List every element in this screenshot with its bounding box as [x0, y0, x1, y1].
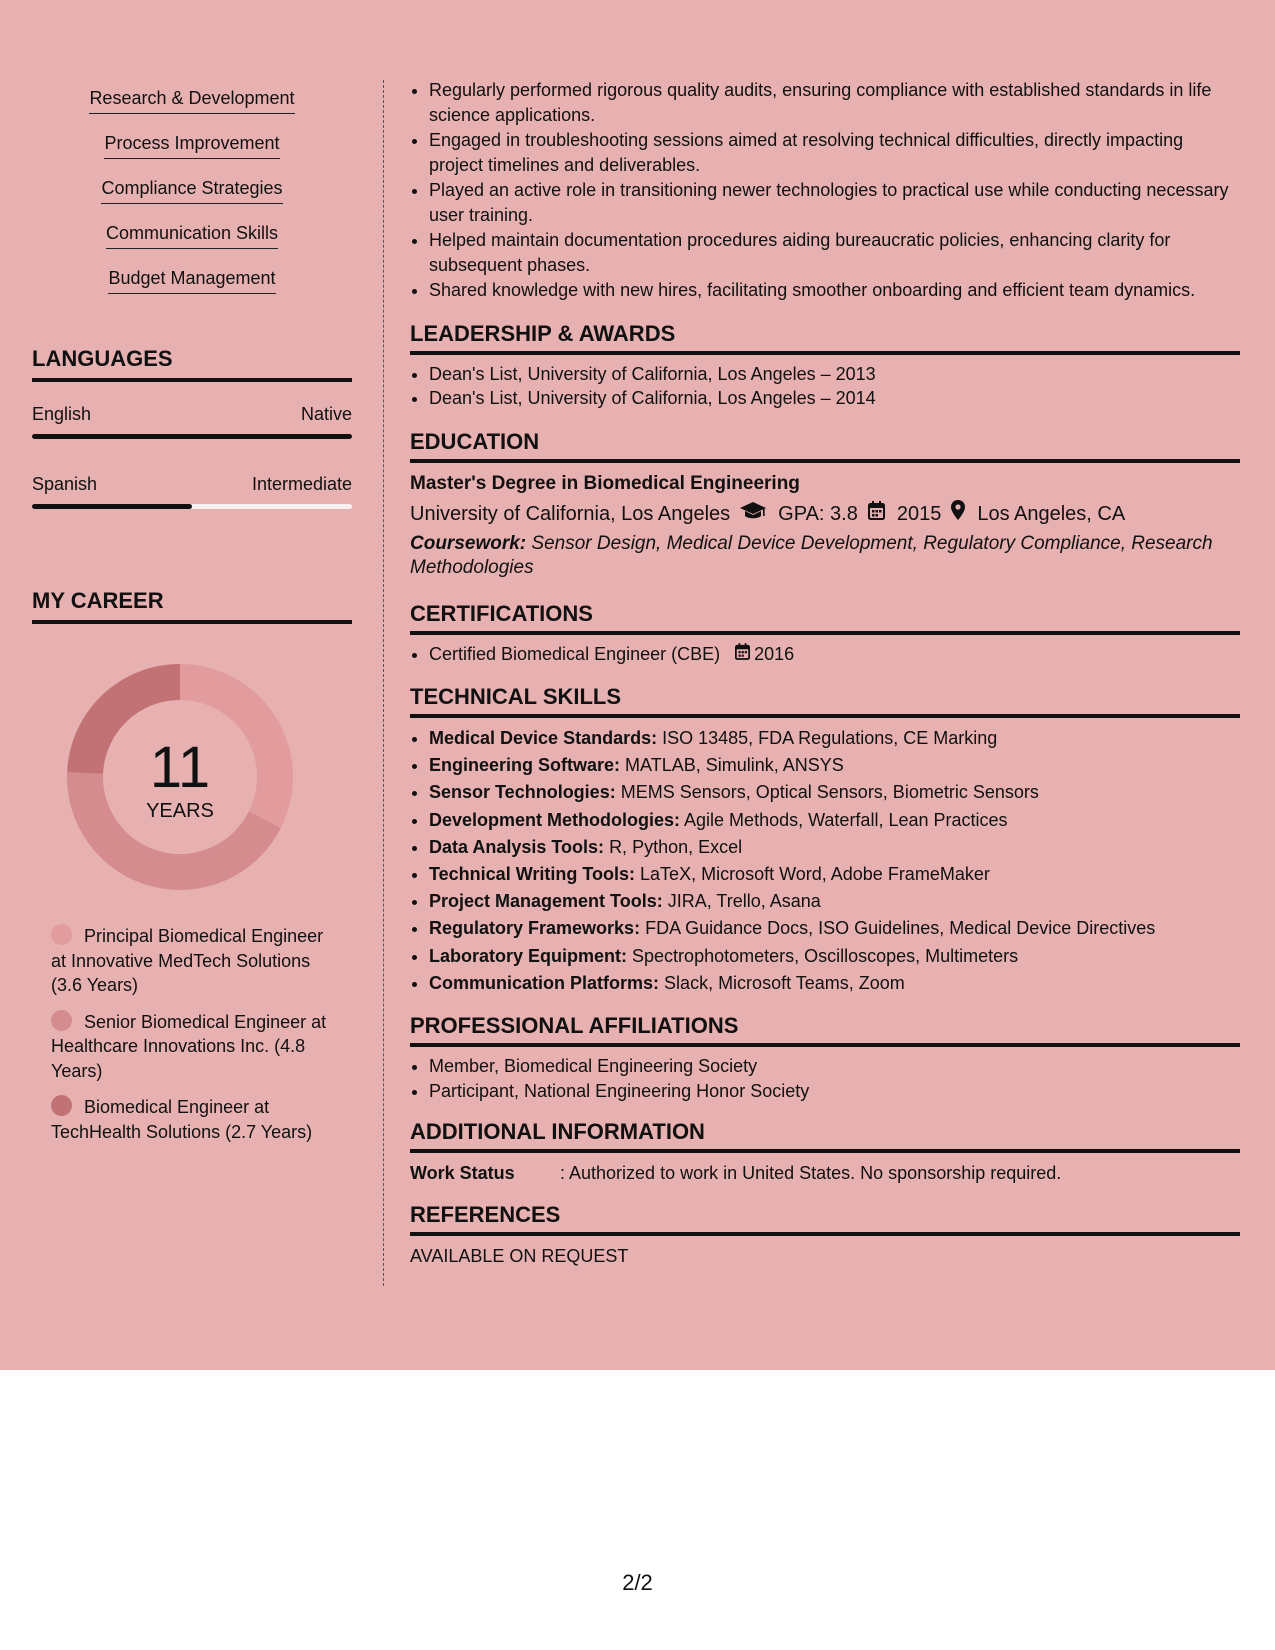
- references-text: AVAILABLE ON REQUEST: [410, 1246, 629, 1267]
- legend-dot: [51, 1010, 72, 1031]
- languages-heading: LANGUAGES: [32, 346, 352, 382]
- skill-tags: [32, 86, 352, 311]
- language-name: Spanish: [32, 474, 98, 494]
- education-section: [410, 429, 1240, 581]
- list-item: • Certified Biomedical Engineer (CBE) 2016: [429, 642, 1240, 667]
- list-item: • Development Methodologies: Agile Methods, Waterfall, Lean Practices: [429, 807, 1240, 834]
- list-item: • Regularly performed rigorous quality audits, ensuring compliance with established standards in life science applications.: [429, 78, 1240, 127]
- language-bar-fill: [32, 504, 192, 509]
- page-number: 2/2: [622, 1570, 653, 1595]
- list-item: • Dean's List, University of California, Los Angeles – 2013: [429, 362, 1240, 387]
- section-heading: CERTIFICATIONS: [410, 601, 1240, 635]
- list-item: • Member, Biomedical Engineering Society: [429, 1054, 1240, 1079]
- list-item: • Medical Device Standards: ISO 13485, FDA Regulations, CE Marking: [429, 725, 1240, 752]
- list-item: • Participant, National Engineering Honor Society: [429, 1079, 1240, 1104]
- education-details: [410, 498, 1240, 530]
- list-item: • Dean's List, University of California, Los Angeles – 2014: [429, 386, 1240, 411]
- language-bar-fill: [32, 434, 352, 439]
- skill-tag: Compliance Strategies: [32, 176, 352, 221]
- additional-info-section: [410, 1119, 1240, 1186]
- degree-title: Master's Degree in Biomedical Engineering: [410, 472, 800, 494]
- list-item: • Engaged in troubleshooting sessions aimed at resolving technical difficulties, directly impacting project timelines and deliverables.: [429, 128, 1240, 177]
- list-item: • Data Analysis Tools: R, Python, Excel: [429, 834, 1240, 861]
- technical-skills-section: [410, 684, 1240, 997]
- skill-tag: Process Improvement: [32, 131, 352, 176]
- career-donut-chart: [67, 664, 293, 890]
- section-heading: REFERENCES: [410, 1202, 1240, 1236]
- skill-tag: Communication Skills: [32, 221, 352, 266]
- calendar-icon: [735, 642, 750, 667]
- list-item: • Helped maintain documentation procedures aiding bureaucratic policies, enhancing clarity for subsequent phases.: [429, 228, 1240, 277]
- list-item: • Sensor Technologies: MEMS Sensors, Optical Sensors, Biometric Sensors: [429, 779, 1240, 806]
- graduation-year: 2015: [896, 502, 942, 525]
- affiliations-section: [410, 1013, 1240, 1103]
- school-name: University of California, Los Angeles: [410, 502, 731, 525]
- language-level: Native: [300, 404, 352, 424]
- map-pin-icon: [951, 498, 965, 530]
- career-total-years: 11: [149, 735, 211, 800]
- section-heading: EDUCATION: [410, 429, 1240, 463]
- list-item: • Shared knowledge with new hires, facilitating smoother onboarding and efficient team dynamics.: [429, 278, 1240, 303]
- main-content: [410, 78, 1240, 1269]
- section-heading: LEADERSHIP & AWARDS: [410, 321, 1240, 355]
- career-item: Biomedical Engineer at TechHealth Solutions (2.7 Years): [51, 1097, 313, 1142]
- career-list: [51, 924, 341, 1156]
- career-item: Senior Biomedical Engineer at Healthcare Innovations Inc. (4.8 Years): [51, 1011, 327, 1081]
- legend-dot: [51, 1095, 72, 1116]
- section-heading: ADDITIONAL INFORMATION: [410, 1119, 1240, 1153]
- skill-tag: Research & Development: [32, 86, 352, 131]
- coursework: Coursework: Sensor Design, Medical Device Development, Regulatory Compliance, Research Methodologies: [410, 532, 1213, 578]
- legend-dot: [51, 924, 72, 945]
- graduation-cap-icon: [740, 498, 766, 530]
- list-item: • Project Management Tools: JIRA, Trello, Asana: [429, 888, 1240, 915]
- column-divider: [383, 80, 384, 1286]
- skill-tag: Budget Management: [32, 266, 352, 311]
- experience-bullets: [410, 78, 1240, 303]
- certification-year: 2016: [754, 643, 795, 664]
- language-level: Intermediate: [251, 474, 352, 494]
- gpa: GPA: 3.8: [778, 502, 858, 525]
- section-heading: TECHNICAL SKILLS: [410, 684, 1240, 718]
- list-item: • Technical Writing Tools: LaTeX, Microsoft Word, Adobe FrameMaker: [429, 861, 1240, 888]
- list-item: • Played an active role in transitioning newer technologies to practical use while conducting necessary user training.: [429, 178, 1240, 227]
- language-bar: [32, 504, 352, 509]
- work-status: [410, 1160, 1240, 1186]
- references-section: [410, 1202, 1240, 1269]
- career-years-unit: YEARS: [146, 800, 214, 822]
- list-item: • Regulatory Frameworks: FDA Guidance Docs, ISO Guidelines, Medical Device Directives: [429, 915, 1240, 942]
- language-bar: [32, 434, 352, 439]
- career-item: Principal Biomedical Engineer at Innovative MedTech Solutions (3.6 Years): [51, 926, 324, 995]
- awards-section: [410, 321, 1240, 411]
- certifications-section: [410, 601, 1240, 667]
- section-heading: PROFESSIONAL AFFILIATIONS: [410, 1013, 1240, 1047]
- career-heading: MY CAREER: [32, 588, 352, 624]
- language-name: English: [32, 404, 92, 424]
- list-item: • Laboratory Equipment: Spectrophotometers, Oscilloscopes, Multimeters: [429, 943, 1240, 970]
- education-location: Los Angeles, CA: [977, 502, 1126, 525]
- work-status-value: : Authorized to work in United States. No sponsorship required.: [560, 1163, 1062, 1184]
- work-status-label: Work Status: [410, 1163, 515, 1184]
- list-item: • Engineering Software: MATLAB, Simulink, ANSYS: [429, 752, 1240, 779]
- calendar-icon: [868, 498, 885, 530]
- list-item: • Communication Platforms: Slack, Microsoft Teams, Zoom: [429, 970, 1240, 997]
